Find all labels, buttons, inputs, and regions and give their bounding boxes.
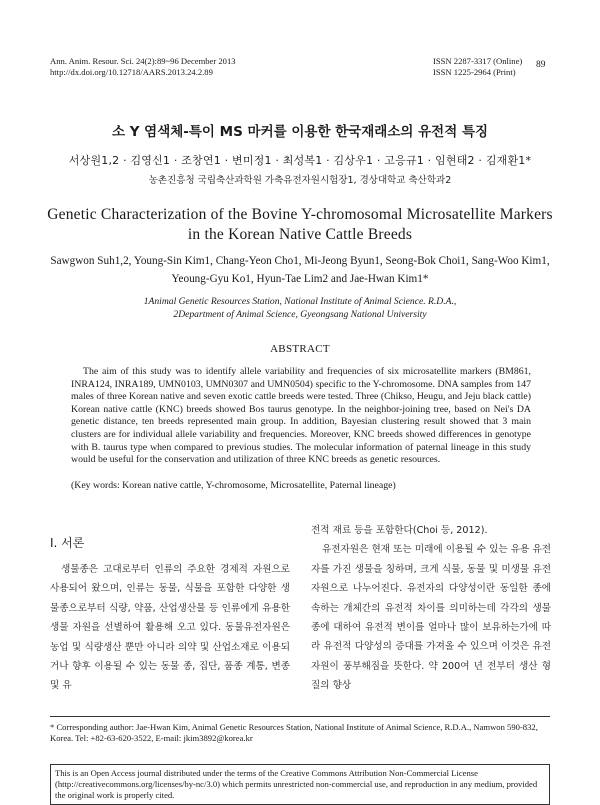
abstract-heading: ABSTRACT bbox=[270, 343, 330, 355]
affiliation-2: 2Department of Animal Science, Gyeongsang National University bbox=[173, 308, 427, 320]
intro-right-para-2: 유전자원은 현재 또는 미래에 이용될 수 있는 유용 유전자를 가진 생물을 칭하며, 크게 식물, 동물 및 미생물 유전자원으로 나누어진다. 유전자의 다양성이란 동일한 종에 속하는 개체간의 유전적 차이를 의미하는데 각각의 생물종에 대하여 유전적 변이를 얼마나 많이 보유하는가에 따라 유전적 다양성의 증대를 가져올 수 있으며 이것은 유전자원이 풍부해짐을 뜻한다. 약 200여 년 전부터 생산 형질의 향상 bbox=[311, 544, 551, 692]
section-heading: Ⅰ. 서론 bbox=[50, 536, 85, 550]
keywords: (Key words: Korean native cattle, Y-chromosome, Microsatellite, Paternal lineage) bbox=[71, 480, 396, 491]
korean-affiliation: 농촌진흥청 국립축산과학원 가축유전자원시험장1, 경상대학교 축산학과2 bbox=[148, 175, 452, 186]
issn-block bbox=[433, 56, 522, 78]
issn-print: ISSN 1225-2964 (Print) bbox=[433, 67, 516, 77]
page-number: 89 bbox=[536, 60, 546, 70]
corresponding-author-footnote: * Corresponding author: Jae-Hwan Kim, Animal Genetic Resources Station, National Institute of Animal Science, R.D.A., Namwon 590-832, Korea. Tel: +82-63-620-3522, E-mail: jkim3892@korea.kr bbox=[50, 722, 538, 743]
abstract-body: The aim of this study was to identify allele variability and frequencies of six microsatellite markers (BM861, INRA124, INRA189, UMN0103, UMN0307 and UMN0504) specific to the Y-chromosome. DNA samples from 147 males of three Korean native and seven exotic cattle breeds were tested. Three (Chikso, Heugu, and Jeju black cattle) Korean native cattle (KNC) breeds showed Bos taurus genotype. In the neighbor-joining tree, based on Nei's DA genetic distance, ten breeds represented main group. In addition, Bayesian clustering result showed that 3 main clusters are for individual allele variability and frequencies. Moreover, KNC breeds showed differences in genotype with B. taurus type when compared to previous studies. The molecular information of paternal lineage in this study would be useful for the conservation and utilization of three KNC breeds as genetic resources. bbox=[71, 366, 531, 466]
journal-header bbox=[50, 56, 236, 78]
english-title: Genetic Characterization of the Bovine Y-chromosomal Microsatellite Markers in the Korean Native Cattle Breeds bbox=[47, 206, 553, 243]
intro-left-column: 생물종은 고대로부터 인류의 주요한 경제적 자원으로 사용되어 왔으며, 인류는 동물, 식물을 포함한 다양한 생물종으로부터 식량, 약품, 산업생산물 등 인류에게 유용한 생물 자원을 선별하여 활용해 오고 있다. 동물유전자원은 농업 및 식량생산 뿐만 아니라 의약 및 산업소재로 이용되거나 향후 이용될 수 있는 동물 종, 집단, 품종 계통, 변종 및 유 bbox=[50, 564, 290, 692]
intro-right-para-1: 전적 재료 등을 포함한다(Choi 등, 2012). bbox=[311, 525, 488, 536]
english-affiliations bbox=[0, 296, 600, 321]
journal-citation: Ann. Anim. Resour. Sci. 24(2):89~96 December 2013 bbox=[50, 56, 236, 66]
doi-link[interactable]: http://dx.doi.org/10.12718/AARS.2013.24.2.89 bbox=[50, 67, 213, 77]
english-authors: Sawgwon Suh1,2, Young-Sin Kim1, Chang-Yeon Cho1, Mi-Jeong Byun1, Seong-Bok Choi1, Sang-Woo Kim1, Yeoung-Gyu Ko1, Hyun-Tae Lim2 and Jae-Hwan Kim1* bbox=[50, 255, 550, 285]
intro-right-column bbox=[311, 521, 551, 696]
footnote-divider bbox=[50, 716, 550, 717]
korean-authors: 서상원1,2 · 김영신1 · 조창연1 · 변미정1 · 최성복1 · 김상우1 · 고응규1 · 임현태2 · 김재환1* bbox=[68, 154, 532, 167]
issn-online: ISSN 2287-3317 (Online) bbox=[433, 56, 523, 66]
license-box: This is an Open Access journal distributed under the terms of the Creative Commons Attribution Non-Commercial License (http://creativecommons.org/licenses/by-nc/3.0) which permits unrestricted non-commercial use, and reproduction in any medium, provided the original work is properly cited. bbox=[50, 764, 550, 805]
affiliation-1: 1Animal Genetic Resources Station, National Institute of Animal Science. R.D.A., bbox=[143, 296, 457, 307]
korean-title: 소 Y 염색체-특이 MS 마커를 이용한 한국재래소의 유전적 특징 bbox=[111, 124, 489, 140]
